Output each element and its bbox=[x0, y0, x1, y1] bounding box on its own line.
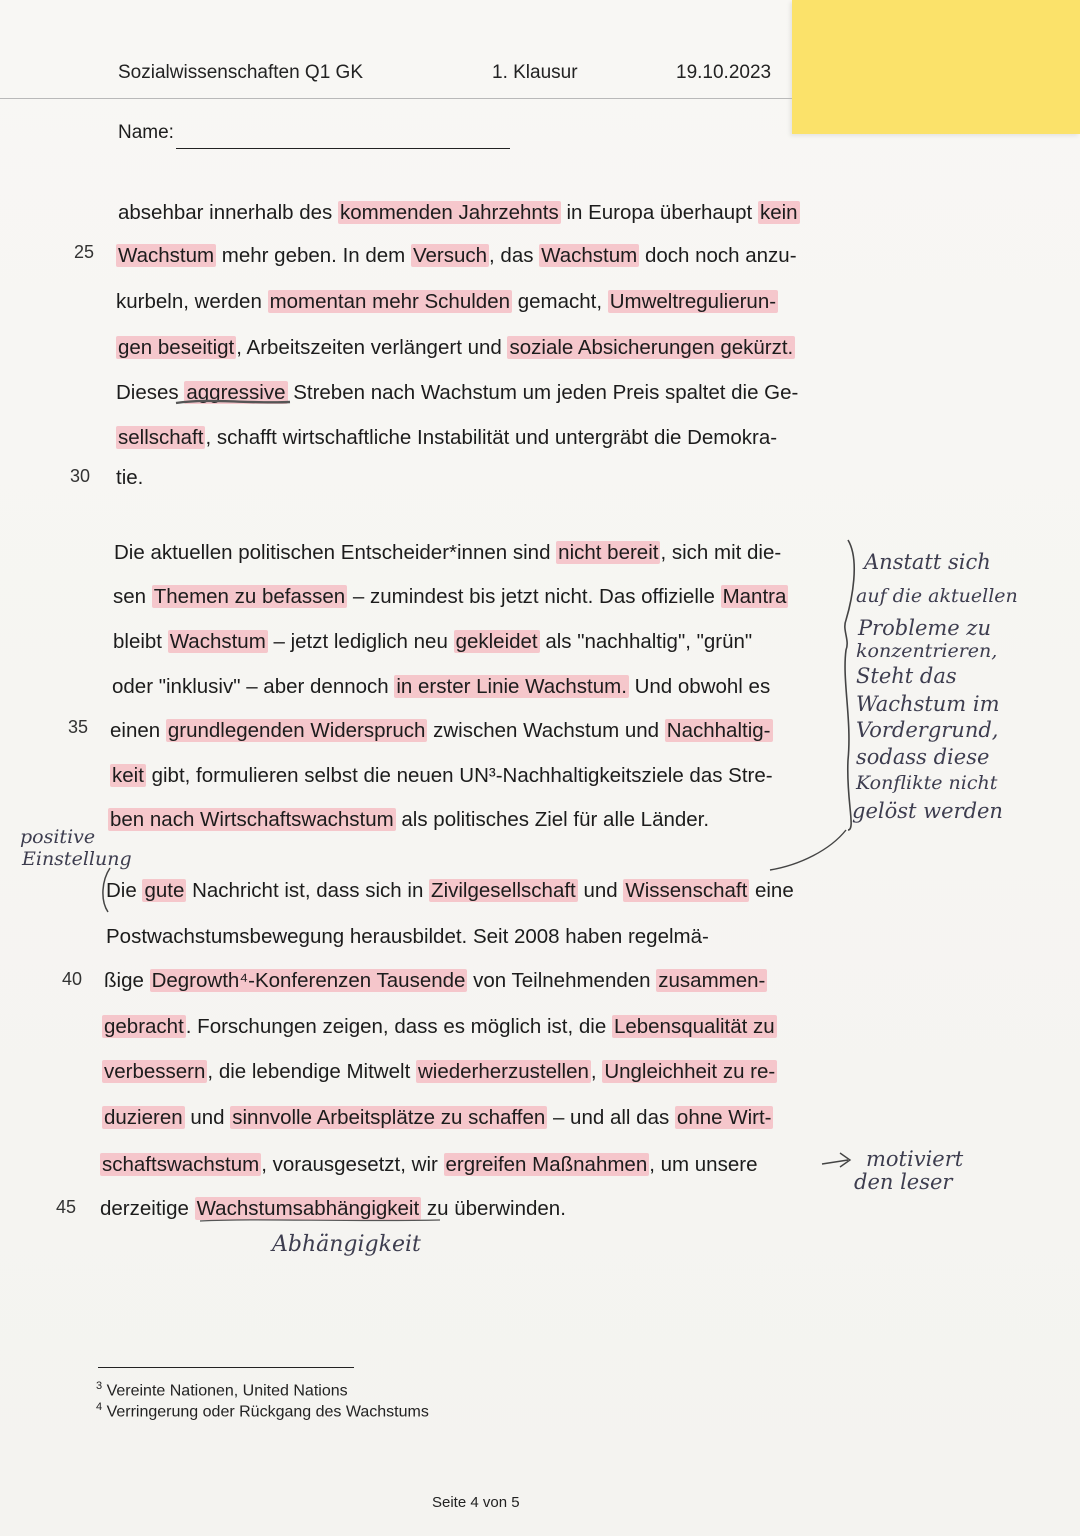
exam-label: 1. Klausur bbox=[492, 62, 578, 83]
header-rule bbox=[0, 98, 792, 99]
text-line: sen Themen zu befassen – zumindest bis jetzt nicht. Das offizielle Mantra bbox=[113, 585, 787, 608]
handwritten-note: motiviert bbox=[866, 1147, 964, 1171]
handwritten-note: Konflikte nicht bbox=[856, 772, 998, 794]
text-line: duzieren und sinnvolle Arbeitsplätze zu schaffen – und all das ohne Wirt- bbox=[104, 1106, 772, 1129]
date-label: 19.10.2023 bbox=[676, 62, 772, 83]
footnote-3: $^3$ Vereinte Nationen, United Nations bbox=[96, 1380, 348, 1400]
handwritten-note: Probleme zu bbox=[858, 616, 992, 640]
text-line: sellschaft, schafft wirtschaftliche Instabilität und untergräbt die Demokra- bbox=[118, 426, 778, 449]
text-line: Die aktuellen politischen Entscheider*innen sind nicht bereit, sich mit die- bbox=[114, 541, 782, 564]
handwritten-note: Abhängigkeit bbox=[272, 1232, 421, 1257]
line-number: 30 bbox=[70, 466, 91, 486]
text-line: Dieses aggressive Streben nach Wachstum um jeden Preis spaltet die Ge- bbox=[116, 381, 799, 404]
handwritten-note: Anstatt sich bbox=[864, 550, 991, 574]
text-line: einen grundlegenden Widerspruch zwischen Wachstum und Nachhaltig- bbox=[110, 719, 771, 742]
text-line: verbessern, die lebendige Mitwelt wiederherzustellen, Ungleichheit zu re- bbox=[104, 1060, 776, 1083]
text-line: ßige Degrowth⁴-Konferenzen Tausende von Teilnehmenden zusammen- bbox=[104, 969, 766, 992]
name-blank-line bbox=[176, 148, 510, 149]
handwritten-note: auf die aktuellen bbox=[856, 585, 1018, 607]
handwritten-note: Steht das bbox=[856, 664, 957, 688]
text-line: Wachstum mehr geben. In dem Versuch, das Wachstum doch noch anzu- bbox=[118, 244, 797, 267]
handwritten-note: positive bbox=[20, 826, 96, 848]
text-line: derzeitige Wachstumsabhängigkeit zu überwinden. bbox=[100, 1197, 566, 1220]
handwritten-note: sodass diese bbox=[856, 745, 990, 769]
text-line: gen beseitigt, Arbeitszeiten verlängert und soziale Absicherungen gekürzt. bbox=[118, 336, 794, 359]
name-label: Name: bbox=[118, 122, 174, 143]
footnote-rule bbox=[98, 1367, 354, 1368]
handwritten-note: Einstellung bbox=[22, 848, 132, 870]
sticky-note bbox=[792, 0, 1080, 134]
subject-label: Sozialwissenschaften Q1 GK bbox=[118, 62, 364, 83]
text-line: tie. bbox=[116, 466, 144, 489]
text-line: keit gibt, formulieren selbst die neuen UN³-Nachhaltigkeitsziele das Stre- bbox=[112, 764, 773, 787]
line-number: 40 bbox=[62, 969, 83, 989]
page-number: Seite 4 von 5 bbox=[432, 1494, 520, 1511]
handwritten-note: den leser bbox=[854, 1170, 953, 1194]
text-line: bleibt Wachstum – jetzt lediglich neu gekleidet als "nachhaltig", "grün" bbox=[113, 630, 753, 653]
text-line: schaftswachstum, vorausgesetzt, wir ergreifen Maßnahmen, um unsere bbox=[102, 1153, 758, 1176]
line-number: 35 bbox=[68, 717, 89, 737]
handwritten-note: gelöst werden bbox=[852, 799, 1003, 823]
text-line: oder "inklusiv" – aber dennoch in erster Linie Wachstum. Und obwohl es bbox=[112, 675, 771, 698]
handwritten-note: Wachstum im bbox=[856, 692, 1000, 716]
text-line: kurbeln, werden momentan mehr Schulden gemacht, Umweltregulierun- bbox=[116, 290, 777, 313]
line-number: 25 bbox=[74, 242, 95, 262]
text-line: ben nach Wirtschaftswachstum als politisches Ziel für alle Länder. bbox=[110, 808, 710, 831]
text-line: Die gute Nachricht ist, dass sich in Zivilgesellschaft und Wissenschaft eine bbox=[106, 879, 794, 902]
text-line: gebracht. Forschungen zeigen, dass es möglich ist, die Lebensqualität zu bbox=[104, 1015, 775, 1038]
footnote-4: $^4$ Verringerung oder Rückgang des Wachstums bbox=[96, 1401, 429, 1421]
text-line: absehbar innerhalb des kommenden Jahrzehnts in Europa überhaupt kein bbox=[118, 201, 798, 224]
line-number: 45 bbox=[56, 1197, 77, 1217]
handwritten-note: konzentrieren, bbox=[856, 640, 998, 662]
text-line: Postwachstumsbewegung herausbildet. Seit 2008 haben regelmä- bbox=[106, 925, 709, 948]
handwritten-note: Vordergrund, bbox=[856, 718, 999, 742]
